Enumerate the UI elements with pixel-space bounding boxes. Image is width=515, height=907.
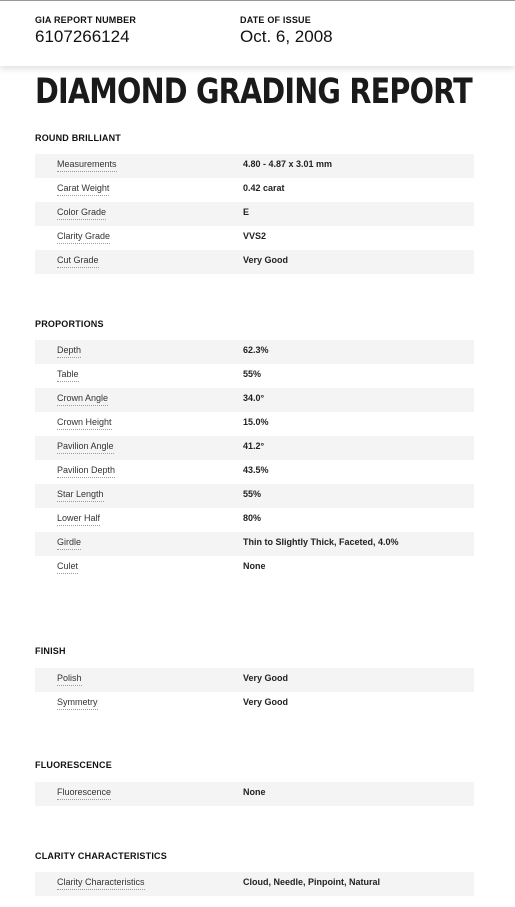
row-value: 55%: [243, 489, 262, 499]
row-value: 34.0°: [243, 393, 265, 403]
table-row: [35, 412, 474, 436]
proportions-table: [35, 340, 474, 580]
table-row: [35, 340, 474, 364]
section-title-proportions: PROPORTIONS: [35, 319, 104, 329]
report-number-block: [35, 15, 136, 47]
row-value: 41.2°: [243, 441, 265, 451]
section-title-finish: FINISH: [35, 646, 66, 656]
table-row: [35, 782, 474, 806]
row-label: Table: [57, 369, 79, 382]
row-value: None: [243, 561, 266, 571]
table-row: [35, 460, 474, 484]
table-row: [35, 364, 474, 388]
row-label: Clarity Characteristics: [57, 877, 145, 890]
row-label: Color Grade: [57, 207, 106, 220]
row-label: Crown Height: [57, 417, 112, 430]
table-row: [35, 556, 474, 580]
round-brilliant-table: [35, 154, 474, 274]
row-label: Clarity Grade: [57, 231, 110, 244]
date-of-issue-block: [240, 15, 333, 47]
row-value: Cloud, Needle, Pinpoint, Natural: [243, 877, 381, 887]
row-value: Very Good: [243, 697, 289, 707]
row-value: Very Good: [243, 673, 289, 683]
row-label: Measurements: [57, 159, 117, 172]
date-of-issue-label: DATE OF ISSUE: [240, 15, 311, 25]
table-row: [35, 508, 474, 532]
row-value: 62.3%: [243, 345, 269, 355]
row-label: Carat Weight: [57, 183, 109, 196]
table-row: [35, 532, 474, 556]
row-value: 43.5%: [243, 465, 269, 475]
table-row: [35, 388, 474, 412]
section-title-clarity-characteristics: CLARITY CHARACTERISTICS: [35, 851, 167, 861]
row-value: 4.80 - 4.87 x 3.01 mm: [243, 159, 333, 169]
row-value: 80%: [243, 513, 262, 523]
table-row: [35, 154, 474, 178]
row-value: Thin to Slightly Thick, Faceted, 4.0%: [243, 537, 399, 547]
row-label: Fluorescence: [57, 787, 111, 800]
row-label: Culet: [57, 561, 78, 574]
row-label: Pavilion Angle: [57, 441, 114, 454]
report-number: 6107266124: [35, 27, 130, 46]
row-value: VVS2: [243, 231, 267, 241]
row-label: Star Length: [57, 489, 104, 502]
row-label: Girdle: [57, 537, 81, 550]
table-row: [35, 178, 474, 202]
row-label: Polish: [57, 673, 82, 686]
page-title: DIAMOND GRADING REPORT: [35, 72, 472, 112]
report-number-label: GIA REPORT NUMBER: [35, 15, 137, 25]
row-label: Lower Half: [57, 513, 100, 526]
table-row: [35, 250, 474, 274]
row-value: Very Good: [243, 255, 289, 265]
fluorescence-table: [35, 782, 474, 806]
row-label: Depth: [57, 345, 81, 358]
table-row: [35, 484, 474, 508]
row-value: None: [243, 787, 266, 797]
row-value: E: [243, 207, 250, 217]
table-row: [35, 692, 474, 716]
row-label: Symmetry: [57, 697, 98, 710]
row-label: Crown Angle: [57, 393, 108, 406]
section-title-fluorescence: FLUORESCENCE: [35, 760, 112, 770]
row-value: 15.0%: [243, 417, 269, 427]
date-of-issue: Oct. 6, 2008: [240, 27, 333, 46]
table-row: [35, 668, 474, 692]
table-row: [35, 436, 474, 460]
row-value: 0.42 carat: [243, 183, 285, 193]
table-row: [35, 872, 474, 896]
section-title-round-brilliant: ROUND BRILLIANT: [35, 133, 121, 143]
row-value: 55%: [243, 369, 262, 379]
table-row: [35, 226, 474, 250]
report-header: [0, 1, 515, 66]
finish-table: [35, 668, 474, 716]
row-label: Pavilion Depth: [57, 465, 115, 478]
clarity-characteristics-table: [35, 872, 474, 896]
table-row: [35, 202, 474, 226]
row-label: Cut Grade: [57, 255, 99, 268]
